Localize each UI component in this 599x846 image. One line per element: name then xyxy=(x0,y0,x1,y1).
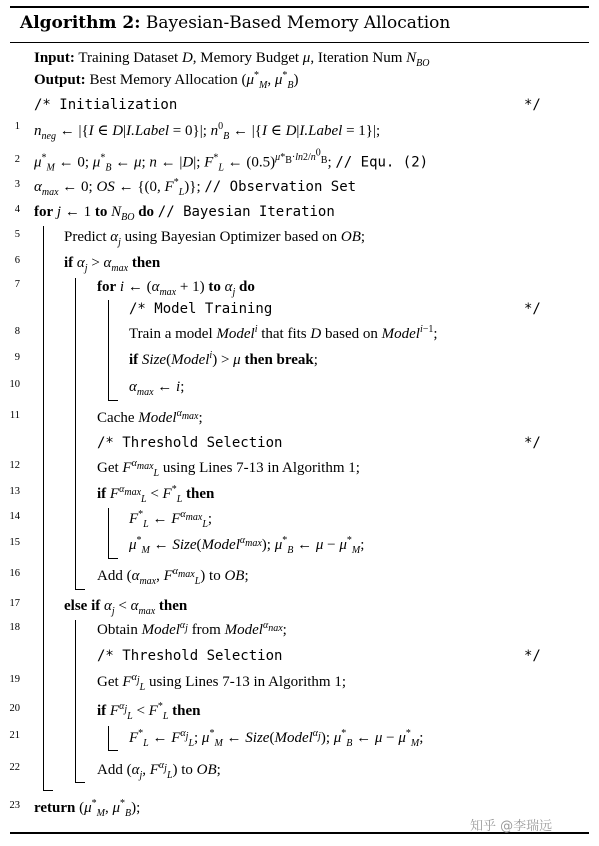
algorithm-label: Algorithm 2: xyxy=(20,13,141,33)
if-block-guide xyxy=(75,278,76,589)
algo-line-18: 18 Obtain Model$^{\alpha_j}$ from Model$^{\alpha_{nax}}$; xyxy=(9,620,287,638)
algo-line-8: 8 Train a model Model$^i$ that fits D based on Model$^{i-1}$; xyxy=(14,324,438,342)
comment-threshold-selection-1: /* Threshold Selection */ xyxy=(97,435,541,451)
algo-line-1: 1 $n_{neg}$ ← |{I ∈ D|I.Label = 0}|; $n^0_B$ ← |{I ∈ D|I.Label = 1}|; xyxy=(14,121,381,142)
else-if-block-guide xyxy=(75,620,76,782)
if-threshold-guide-1 xyxy=(108,508,109,558)
inner-for-guide-end xyxy=(108,400,118,401)
algo-line-17: 17 else if $\alpha_j < \alpha_{max}$ then xyxy=(9,598,188,617)
comment-initialization: /* Initialization */ xyxy=(34,97,541,113)
algo-line-20: 20 if $F^{\alpha_j}_L < F^*_L$ then xyxy=(9,701,201,722)
algo-line-13: 13 if $F^{\alpha_{max}}_L < F^*_L$ then xyxy=(9,484,215,505)
comment-model-training: /* Model Training */ xyxy=(129,301,541,317)
input-line: Input: Training Dataset D, Memory Budget μ, Iteration Num $N_{BO}$ xyxy=(34,50,430,69)
algo-line-15: 15 $\mu^*_M$ ← Size(Model$^{\alpha_{max}}$); $\mu^*_B$ ← $\mu - \mu^*_M$; xyxy=(9,535,365,556)
output-line: Output: Best Memory Allocation ($\mu^*_M$, $\mu^*_B$) xyxy=(34,70,299,91)
algo-line-12: 12 Get $F^{\alpha_{max}}_L$ using Lines 7-13 in Algorithm 1; xyxy=(9,458,360,479)
algo-line-6: 6 if $\alpha_j > \alpha_{max}$ then xyxy=(14,255,161,274)
algo-line-4: 4 for j ← 1 to $N_{BO}$ do // Bayesian Iteration xyxy=(14,204,335,223)
for-loop-guide xyxy=(43,226,44,791)
algo-line-5: 5 Predict $\alpha_j$ using Bayesian Optimizer based on OB; xyxy=(14,229,366,248)
algo-line-11: 11 Cache Model$^{\alpha_{max}}$; xyxy=(9,408,203,426)
if-threshold-guide-1-end xyxy=(108,558,118,559)
algo-line-2: 2 $\mu^*_M$ ← 0; $\mu^*_B$ ← μ; n ← |D|; $F^*_L$ ← $(0.5)^{\mu*_B\cdot ln2/n^0_B}$; // Equ. (2) xyxy=(14,148,429,174)
algorithm-name: Bayesian-Based Memory Allocation xyxy=(145,13,451,33)
inner-for-guide xyxy=(108,300,109,400)
algo-line-16: 16 Add ($\alpha_{max}$, $F^{\alpha_{max}}_L$) to OB; xyxy=(9,566,249,587)
algo-line-9: 9 if Size(Model$^i$) > μ then break; xyxy=(14,350,318,368)
if-threshold-guide-2-end xyxy=(108,750,118,751)
algo-line-19: 19 Get $F^{\alpha_j}_L$ using Lines 7-13 in Algorithm 1; xyxy=(9,672,347,693)
watermark: 知乎 @李瑞远 xyxy=(470,819,553,834)
title-rule xyxy=(10,42,589,43)
algo-line-21: 21 $F^*_L$ ← $F^{\alpha_j}_L$; $\mu^*_M$ ← Size(Model$^{\alpha_j}$); $\mu^*_B$ ← $\mu - \mu^*_M$; xyxy=(9,728,424,749)
comment-threshold-selection-2: /* Threshold Selection */ xyxy=(97,648,541,664)
algo-line-23: 23 return ($\mu^*_M$, $\mu^*_B$); xyxy=(9,798,141,819)
algo-line-14: 14 $F^*_L$ ← $F^{\alpha_{max}}_L$; xyxy=(9,509,213,530)
algo-line-22: 22 Add ($\alpha_j$, $F^{\alpha_j}_L$) to OB; xyxy=(9,760,221,781)
algo-line-3: 3 $\alpha_{max}$ ← 0; OS ← {(0, $F^*_L$)}; // Observation Set xyxy=(14,177,357,198)
output-label: Output: xyxy=(34,72,86,88)
algo-line-7: 7 for i ← $(\alpha_{max} + 1)$ to $\alpha_j$ do xyxy=(14,279,255,298)
algo-line-10: 10 $\alpha_{max}$ ← i; xyxy=(9,379,185,398)
else-if-block-guide-end xyxy=(75,782,85,783)
if-threshold-guide-2 xyxy=(108,726,109,750)
for-loop-guide-end xyxy=(43,790,53,791)
if-block-guide-end xyxy=(75,589,85,590)
algorithm-title xyxy=(20,13,450,33)
input-label: Input: xyxy=(34,50,75,66)
top-rule xyxy=(10,6,589,8)
